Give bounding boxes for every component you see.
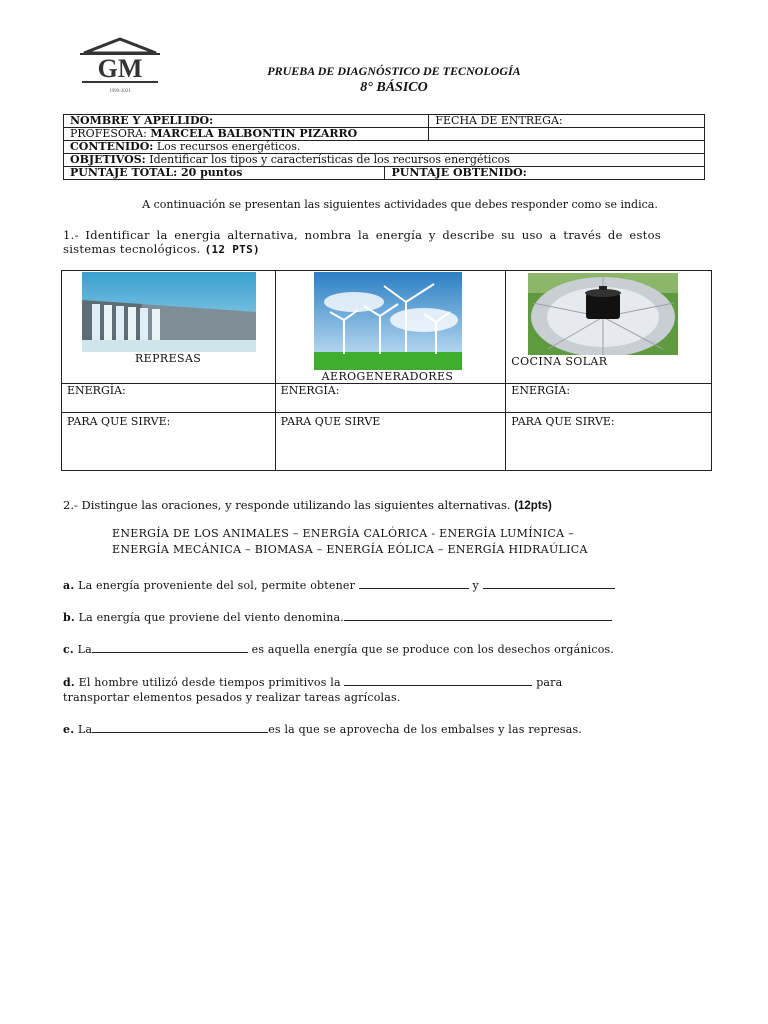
caption-wind-turbines: AEROGENERADORES — [321, 370, 454, 383]
use-field-solar[interactable]: PARA QUE SIRVE: — [506, 413, 712, 471]
question-1-points: (12 PTS) — [204, 243, 260, 256]
logo-text: GM — [97, 54, 143, 83]
caption-dams: REPRESAS — [135, 352, 202, 365]
caption-solar-cooker: COCINA SOLAR — [511, 355, 608, 368]
energy-field-dams[interactable]: ENERGÍA: — [62, 384, 276, 413]
question-c-text-1: La — [77, 643, 92, 656]
question-c-letter: c. — [63, 643, 74, 656]
question-d-text-1: El hombre utilizó desde tiempos primitivos la — [78, 676, 341, 689]
question-b — [63, 610, 612, 624]
question-d-text-2: para — [536, 676, 563, 689]
content-value: Los recursos energéticos. — [156, 140, 301, 153]
solar-cell — [506, 271, 712, 384]
dam-cell — [62, 271, 276, 384]
answer-e-blank[interactable] — [92, 722, 268, 733]
teacher-cell — [64, 128, 429, 141]
objectives-cell — [64, 154, 705, 167]
answer-a-blank-1[interactable] — [359, 578, 469, 589]
empty-cell — [429, 128, 705, 141]
question-c — [63, 642, 614, 656]
question-a — [63, 578, 615, 592]
answer-c-blank[interactable] — [92, 642, 248, 653]
date-label: FECHA DE ENTREGA: — [429, 115, 705, 128]
teacher-label: PROFESORA: — [70, 127, 147, 140]
question-d — [63, 675, 562, 705]
answer-a-blank-2[interactable] — [483, 578, 615, 589]
question-a-letter: a. — [63, 579, 75, 592]
alternatives-line-1: ENERGÍA DE LOS ANIMALES – ENERGÍA CALÓRICA - ENERGÍA LUMÍNICA – — [112, 527, 574, 540]
question-b-text: La energía que proviene del viento denomina. — [78, 611, 344, 624]
question-e-text-2: es la que se aprovecha de los embalses y las represas. — [268, 723, 583, 736]
answer-b-blank[interactable] — [344, 610, 612, 621]
teacher-name: MARCELA BALBONTIN PIZARRO — [150, 127, 358, 140]
question-d-letter: d. — [63, 676, 75, 689]
question-a-text: La energía proveniente del sol, permite obtener — [78, 579, 356, 592]
question-e — [63, 722, 582, 736]
question-a-conjunction: y — [472, 579, 479, 592]
dam-image — [82, 272, 256, 352]
question-b-letter: b. — [63, 611, 75, 624]
energy-field-wind[interactable]: ENERGÍA: — [275, 384, 506, 413]
activity-table — [61, 270, 712, 471]
content-label: CONTENIDO: — [70, 140, 154, 153]
use-field-wind[interactable]: PARA QUE SIRVE — [275, 413, 506, 471]
total-score-label: PUNTAJE TOTAL: 20 puntos — [64, 167, 385, 180]
solar-cooker-image — [528, 273, 678, 355]
content-cell — [64, 141, 705, 154]
question-1 — [63, 228, 661, 257]
wind-turbines-image — [314, 272, 462, 370]
question-2-text: 2.- Distingue las oraciones, y responde utilizando las siguientes alternativas. — [63, 498, 511, 512]
energy-field-solar[interactable]: ENERGÍA: — [506, 384, 712, 413]
grade-title: 8° BÁSICO — [360, 80, 428, 95]
question-2 — [63, 498, 552, 512]
answer-d-blank[interactable] — [344, 675, 532, 686]
intro-text: A continuación se presentan las siguientes actividades que debes responder como se indica. — [142, 198, 658, 211]
page-title: PRUEBA DE DIAGNÓSTICO DE TECNOLOGÍA — [267, 64, 521, 78]
objectives-value: Identificar los tipos y características de los recursos energéticos — [149, 153, 510, 166]
question-e-text-1: La — [77, 723, 93, 736]
name-label: NOMBRE Y APELLIDO: — [64, 115, 429, 128]
obtained-score-label: PUNTAJE OBTENIDO: — [385, 167, 705, 180]
question-d-text-3: transportar elementos pesados y realizar tareas agrícolas. — [63, 691, 401, 704]
objectives-label: OBJETIVOS: — [70, 153, 146, 166]
question-c-text-2: es aquella energía que se produce con los desechos orgánicos. — [251, 643, 615, 656]
alternatives-line-2: ENERGÍA MECÁNICA – BIOMASA – ENERGÍA EÓLICA – ENERGÍA HIDRAÚLICA — [112, 543, 588, 556]
alternatives-list — [112, 526, 588, 558]
question-e-letter: e. — [63, 723, 75, 736]
question-2-points: (12pts) — [514, 500, 552, 512]
student-info-table — [63, 114, 705, 180]
question-1-text: 1.- Identificar la energia alternativa, nombra la energía y describe su uso a través de estos sistemas tecnológicos. — [63, 228, 661, 256]
use-field-dams[interactable]: PARA QUE SIRVE: — [62, 413, 276, 471]
logo-years: 1999-2021 — [109, 89, 131, 94]
wind-cell — [275, 271, 506, 384]
